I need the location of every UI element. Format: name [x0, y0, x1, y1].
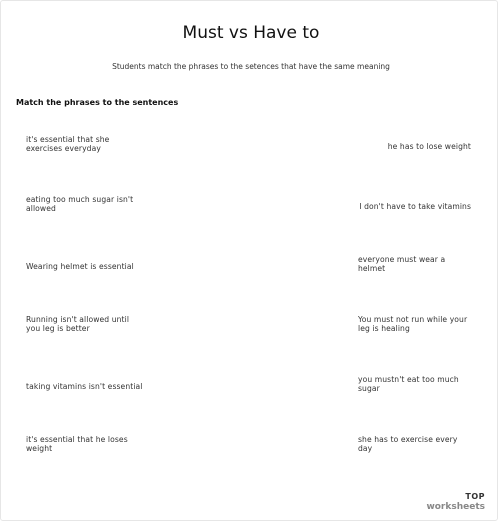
- instructions-heading: Match the phrases to the sentences: [16, 98, 179, 107]
- right-sentence-6[interactable]: she has to exercise every day: [358, 435, 458, 453]
- right-sentence-5[interactable]: you mustn't eat too much sugar: [358, 375, 459, 393]
- left-phrase-3[interactable]: Wearing helmet is essential: [26, 262, 134, 271]
- left-phrase-1[interactable]: it's essential that she exercises everyday: [26, 135, 110, 153]
- page-title: Must vs Have to: [182, 23, 320, 43]
- topworksheets-logo[interactable]: TOP worksheets: [426, 492, 485, 512]
- right-sentence-3[interactable]: everyone must wear a helmet: [358, 255, 446, 273]
- left-phrase-5[interactable]: taking vitamins isn't essential: [26, 382, 143, 391]
- left-phrase-4[interactable]: Running isn't allowed until you leg is better: [26, 315, 130, 333]
- left-phrase-6[interactable]: it's essential that he loses weight: [26, 435, 128, 453]
- left-phrase-2[interactable]: eating too much sugar isn't allowed: [26, 195, 134, 213]
- right-sentence-4[interactable]: You must not run while your leg is healing: [358, 315, 468, 333]
- page-subtitle: Students match the phrases to the setences that have the same meaning: [112, 62, 390, 71]
- right-sentence-2[interactable]: I don't have to take vitamins: [359, 202, 471, 211]
- right-sentence-1[interactable]: he has to lose weight: [387, 142, 471, 151]
